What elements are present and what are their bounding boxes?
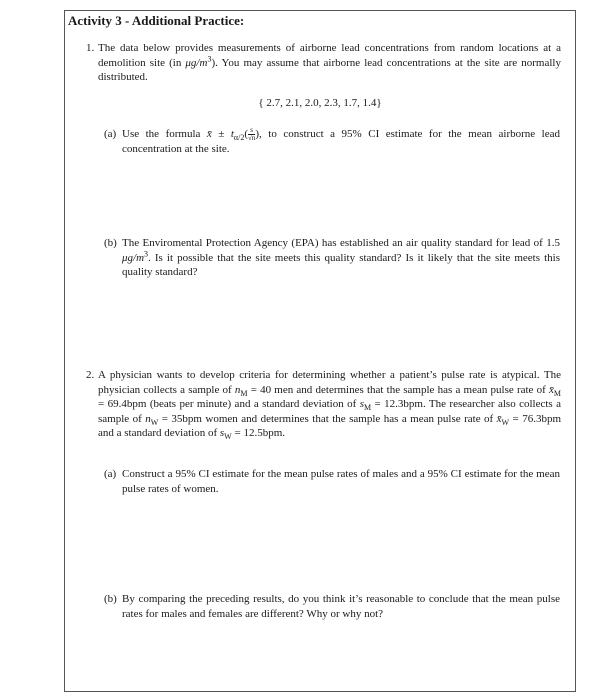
q1b-unit-exp: 3 [144,248,149,258]
q1-number: 1. [86,42,95,54]
q1-text [98,41,561,85]
q1a-formula: x̄ ± t [206,128,234,141]
q1a-frac-num: s [248,127,255,135]
q2-t7: = 12.5bpm. [231,427,285,440]
q2-sm: s [359,398,364,411]
q1a-text-a: Use the formula [122,128,207,141]
q1-unit: μg/m [185,56,208,69]
q2-t1: A physician wants to develop criteria for determining whether a patient’s pulse rate is atypical. The physician collects a sample of [98,369,561,396]
q1b-unit: μg/m [122,251,145,264]
q1a-text-b: , to construct a 95% CI estimate for the mean airborne lead concentration at the site. [122,128,560,155]
q2-nw: n [145,412,151,425]
q1b-label: (b) [104,237,117,249]
q2-nw-sub: W [150,417,159,427]
q1a-formula-sub: α/2 [233,133,245,143]
q2-xm-sub: M [553,388,561,398]
q2-sm-sub: M [364,403,372,413]
q1-text-a: The data below provides measurements of airborne lead concentrations from random locations at a demolition site (in [98,42,561,69]
q2-xw-sub: W [501,417,510,427]
q1a-frac-den: √n [248,134,256,142]
q2-number: 2. [86,369,95,381]
q2-t2: = 40 men and determines that the sample has a mean pulse rate of [247,383,549,396]
q2a-text: Construct a 95% CI estimate for the mean pulse rates of males and a 95% CI estimate for the mean pulse rates of women. [122,468,560,495]
q2-t6: = 76.3bpm and a standard deviation of [98,412,562,440]
page-frame [64,10,576,692]
q1b-text-a: The Enviromental Protection Agency (EPA) has established an air quality standard for lead of 1.5 [122,237,560,249]
q2-nm-sub: M [240,388,248,398]
q2-xm: x̄ [548,383,554,396]
q1-data-set: { 2.7, 2.1, 2.0, 2.3, 1.7, 1.4} [258,97,382,109]
q2-t4: = 12.3bpm. The researcher also collects a sample of [98,398,561,425]
q2b-text: By comparing the preceding results, do you think it’s reasonable to conclude that the mean pulse rates for males and females are different? Why or why not? [122,593,560,620]
q2-nm: n [234,383,241,396]
q1b-text [122,236,560,280]
activity-title: Activity 3 - Additional Practice: [68,13,245,28]
q2-xw: x̄ [496,412,502,425]
q1-unit-exp: 3 [207,53,212,63]
q1b-text-b: . Is it possible that the site meets this quality standard? Is it likely that the site meets this quality standard? [122,251,560,279]
q1a-label: (a) [104,128,117,140]
q1-text-b: ). You may assume that airborne lead concentrations at the site are normally distributed. [98,56,561,84]
q2-sw: s [219,427,225,440]
q2-text [98,368,561,441]
q2-sw-sub: W [224,432,232,442]
q2-t3: = 69.4bpm (beats per minute) and a standard deviation of [98,398,360,411]
q2-t5: = 35bpm women and determines that the sample has a mean pulse rate of [158,412,497,425]
q1a-text: Use the formula x̄ ± $t_{\alpha/2}$( $\frac{s}{√n}$ ), to construct a 95% CI estimate for the mean airborne lead concentration at the site. [122,126,560,155]
q2b-label: (b) [104,593,117,605]
q1a-fraction [248,127,255,142]
q2a-label: (a) [104,468,117,480]
